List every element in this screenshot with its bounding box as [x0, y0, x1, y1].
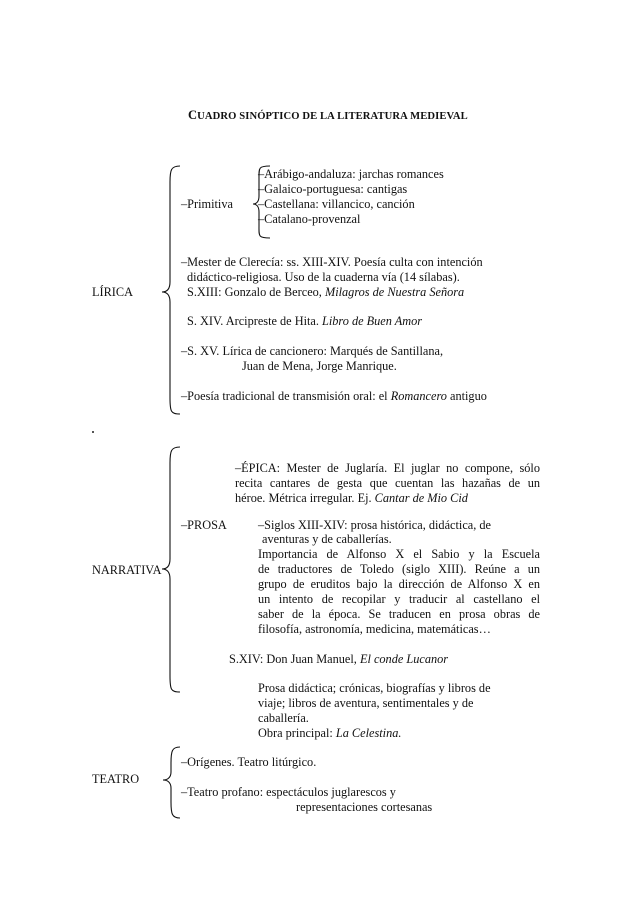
tradicional-suffix: antiguo [446, 389, 487, 403]
lucanor-text: S.XIV: Don Juan Manuel, [229, 652, 360, 666]
prosa-line: aventuras y de caballerías. [262, 532, 392, 546]
cancionero-line: –S. XV. Lírica de cancionero: Marqués de Santillana, [181, 344, 444, 358]
brace-narrativa [162, 447, 180, 692]
epica-line: –ÉPICA: Mester de Juglaría. El juglar no compone, sólo [235, 461, 540, 475]
primitiva-item: –Galaico-portuguesa: cantigas [258, 182, 408, 196]
berceo-text: S.XIII: Gonzalo de Berceo, [187, 285, 325, 299]
alfonso-paragraph-line: Importancia de Alfonso X el Sabio y la Escuela [258, 547, 540, 561]
prosa-line: –Siglos XIII-XIV: prosa histórica, didáctica, de [258, 518, 492, 532]
section-label-narrativa: NARRATIVA [92, 563, 162, 577]
teatro-origenes: –Orígenes. Teatro litúrgico. [181, 755, 317, 769]
stray-mark [92, 431, 94, 433]
brace-teatro [163, 747, 180, 818]
alfonso-paragraph-line: un intento de recopilar y traducir al castellano el [258, 592, 540, 606]
epica-cid [235, 491, 468, 506]
cid-title: Cantar de Mio Cid [374, 491, 468, 505]
sxv-line: Prosa didáctica; crónicas, biografías y libros de [258, 681, 491, 695]
berceo-work-title: Milagros de Nuestra Señora [324, 285, 465, 299]
tradicional-text: –Poesía tradicional de transmisión oral: el [181, 389, 391, 403]
clerecia-line: didáctico-religiosa. Uso de la cuaderna vía (14 sílabas). [187, 270, 460, 284]
clerecia-line: –Mester de Clerecía: ss. XIII-XIV. Poesía culta con intención [181, 255, 483, 269]
primitiva-item: –Castellana: villancico, canción [258, 197, 415, 211]
teatro-profano: –Teatro profano: espectáculos juglarescos y [181, 785, 396, 799]
alfonso-paragraph-line: filosofía, astronomía, medicina, matemáticas… [258, 622, 491, 636]
lucanor-line [229, 652, 448, 667]
hita-text: S. XIV. Arcipreste de Hita. [187, 314, 323, 328]
cancionero-line: Juan de Mena, Jorge Manrique. [242, 359, 397, 373]
epica-line: recita cantares de gesta que cuentan las hazañas de un [235, 476, 540, 490]
section-label-teatro: TEATRO [92, 772, 140, 786]
clerecia-hita [187, 314, 422, 329]
obra-text: Obra principal: [258, 726, 336, 740]
romancero-title: Romancero [390, 389, 447, 403]
epica-text: héroe. Métrica irregular. Ej. [235, 491, 375, 505]
alfonso-paragraph-line: grupo de eruditos bajo la dirección de Alfonso X en [258, 577, 540, 591]
sxv-line: caballería. [258, 711, 309, 725]
clerecia-berceo [187, 285, 464, 300]
lucanor-title: El conde Lucanor [359, 652, 449, 666]
title-initial: C [188, 108, 198, 122]
primitiva-label: –Primitiva [181, 197, 233, 211]
hita-work-title: Libro de Buen Amor [322, 314, 423, 328]
prosa-label: –PROSA [181, 518, 227, 532]
poesia-tradicional [181, 389, 487, 404]
brace-lirica [162, 166, 180, 414]
title-rest: UADRO SINÓPTICO DE LA LITERATURA MEDIEVAL [197, 111, 468, 122]
alfonso-paragraph-line: saber de la época. Se traducen en prosa obras de [258, 607, 540, 621]
primitiva-item: –Catalano-provenzal [258, 212, 361, 226]
celestina-line [258, 726, 401, 741]
celestina-title: La Celestina. [335, 726, 402, 740]
teatro-profano: representaciones cortesanas [296, 800, 433, 814]
section-label-lirica: LÍRICA [92, 285, 133, 299]
primitiva-item: –Arábigo-andaluza: jarchas romances [258, 167, 444, 181]
alfonso-paragraph-line: de traductores de Toledo (siglo XIII). Reúne a un [258, 562, 540, 576]
sxv-line: viaje; libros de aventura, sentimentales y de [258, 696, 474, 710]
